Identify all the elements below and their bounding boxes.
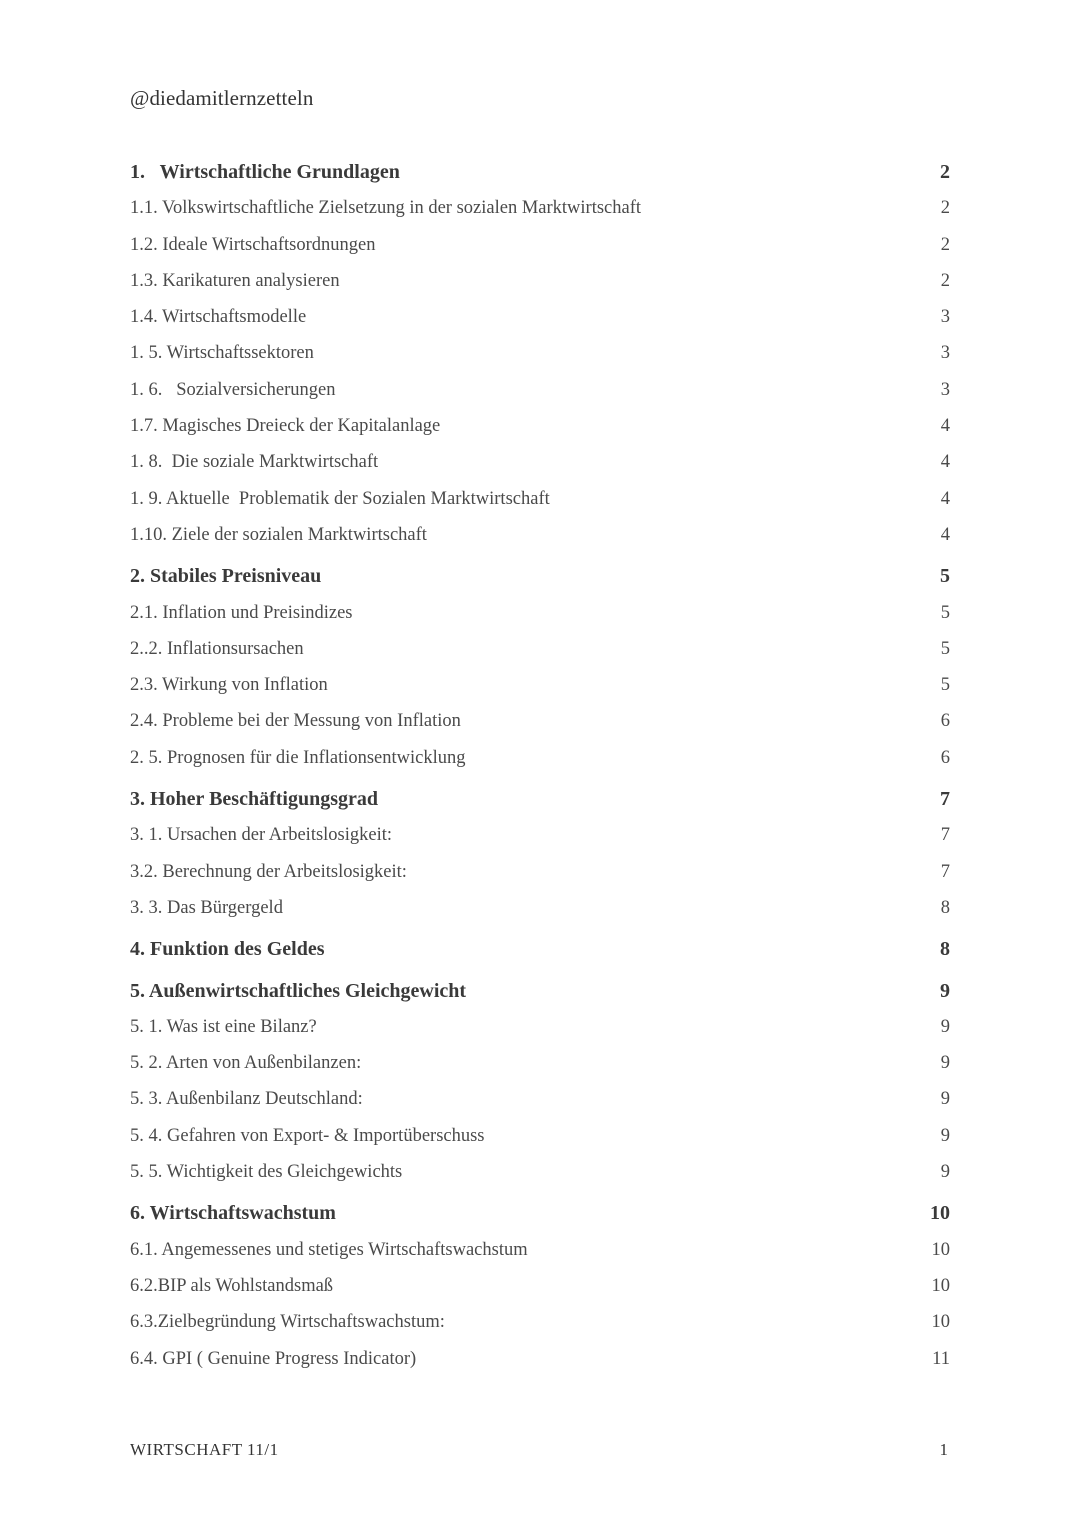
toc-entry-page: 2 — [940, 161, 950, 183]
toc-entry-page: 2 — [940, 198, 950, 219]
toc-entry-title: 2. Stabiles Preisniveau — [130, 565, 322, 588]
toc-entry-page: 5 — [940, 638, 950, 659]
toc-entry-page: 7 — [940, 861, 950, 882]
toc-entry-title: 1.4. Wirtschaftsmodelle — [130, 307, 307, 328]
toc-entry-title: 5. 4. Gefahren von Export- & Importüberschuss — [130, 1125, 485, 1146]
toc-section-entry[interactable] — [130, 740, 950, 776]
toc-chapter-entry[interactable] — [130, 154, 950, 190]
toc-section-entry[interactable] — [130, 1304, 950, 1340]
toc-entry-page: 9 — [940, 979, 950, 1002]
toc-entry-page: 4 — [940, 452, 950, 473]
toc-entry-title: 5. Außenwirtschaftliches Gleichgewicht — [130, 979, 467, 1002]
toc-section-entry[interactable] — [130, 1232, 950, 1268]
toc-section-entry[interactable] — [130, 227, 950, 263]
toc-entry-page: 2 — [940, 270, 950, 291]
toc-entry-page: 4 — [940, 488, 950, 509]
toc-entry-page: 10 — [931, 1239, 950, 1260]
toc-entry-title: 1.2. Ideale Wirtschaftsordnungen — [130, 234, 376, 255]
toc-entry-title: 5. 1. Was ist eine Bilanz? — [130, 1016, 317, 1037]
toc-section-entry[interactable] — [130, 854, 950, 890]
toc-entry-title: 6. Wirtschaftswachstum — [130, 1202, 336, 1225]
toc-entry-title: 2.3. Wirkung von Inflation — [130, 675, 328, 696]
table-of-contents — [130, 154, 950, 1377]
toc-section-entry[interactable] — [130, 408, 950, 444]
toc-entry-title: 6.3.Zielbegründung Wirtschaftswachstum: — [130, 1312, 445, 1333]
toc-section-entry[interactable] — [130, 890, 950, 926]
toc-entry-page: 3 — [940, 343, 950, 364]
toc-entry-page: 8 — [940, 897, 950, 918]
toc-section-entry[interactable] — [130, 1081, 950, 1117]
toc-entry-title: 3. 3. Das Bürgergeld — [130, 897, 283, 918]
toc-entry-page: 9 — [940, 1053, 950, 1074]
toc-chapter-entry[interactable] — [130, 931, 950, 967]
toc-section-entry[interactable] — [130, 703, 950, 739]
toc-entry-page: 7 — [940, 788, 950, 811]
toc-entry-page: 2 — [940, 234, 950, 255]
toc-entry-page: 9 — [940, 1162, 950, 1183]
toc-section-entry[interactable] — [130, 263, 950, 299]
toc-entry-title: 4. Funktion des Geldes — [130, 938, 325, 961]
toc-section-entry[interactable] — [130, 1154, 950, 1190]
toc-section-entry[interactable] — [130, 1268, 950, 1304]
toc-section-entry[interactable] — [130, 1009, 950, 1045]
toc-section-entry[interactable] — [130, 631, 950, 667]
toc-entry-page: 10 — [931, 1312, 950, 1333]
toc-entry-title: 3.2. Berechnung der Arbeitslosigkeit: — [130, 861, 407, 882]
toc-entry-page: 5 — [940, 602, 950, 623]
toc-section-entry[interactable] — [130, 481, 950, 517]
toc-section-entry[interactable] — [130, 190, 950, 226]
toc-entry-title: 2.1. Inflation und Preisindizes — [130, 602, 353, 623]
toc-entry-title: 1. 8. Die soziale Marktwirtschaft — [130, 452, 379, 473]
toc-entry-page: 9 — [940, 1125, 950, 1146]
toc-entry-title: 3. 1. Ursachen der Arbeitslosigkeit: — [130, 825, 393, 846]
toc-entry-page: 9 — [940, 1089, 950, 1110]
toc-entry-page: 3 — [940, 379, 950, 400]
toc-entry-title: 6.4. GPI ( Genuine Progress Indicator) — [130, 1348, 417, 1369]
toc-entry-page: 3 — [940, 307, 950, 328]
toc-chapter-entry[interactable] — [130, 781, 950, 817]
toc-entry-title: 1.10. Ziele der sozialen Marktwirtschaft — [130, 524, 427, 545]
toc-entry-page: 5 — [940, 675, 950, 696]
toc-entry-page: 6 — [940, 711, 950, 732]
toc-chapter-entry[interactable] — [130, 558, 950, 594]
toc-entry-title: 3. Hoher Beschäftigungsgrad — [130, 788, 378, 811]
toc-section-entry[interactable] — [130, 1045, 950, 1081]
toc-entry-page: 8 — [940, 938, 950, 961]
toc-entry-page: 4 — [940, 524, 950, 545]
toc-entry-page: 7 — [940, 825, 950, 846]
toc-entry-page: 10 — [930, 1202, 950, 1225]
toc-entry-page: 5 — [940, 565, 950, 588]
toc-entry-title: 2. 5. Prognosen für die Inflationsentwicklung — [130, 747, 466, 768]
toc-entry-title: 1. 5. Wirtschaftssektoren — [130, 343, 314, 364]
toc-entry-title: 1. Wirtschaftliche Grundlagen — [130, 161, 400, 183]
toc-entry-page: 11 — [932, 1348, 950, 1369]
toc-entry-title: 1. 6. Sozialversicherungen — [130, 379, 336, 400]
toc-entry-title: 1.1. Volkswirtschaftliche Zielsetzung in der sozialen Marktwirtschaft — [130, 198, 642, 219]
toc-entry-title: 5. 5. Wichtigkeit des Gleichgewichts — [130, 1162, 403, 1183]
toc-entry-title: 1. 9. Aktuelle Problematik der Sozialen Marktwirtschaft — [130, 488, 550, 509]
footer-page-number: 1 — [939, 1440, 948, 1459]
toc-entry-page: 9 — [940, 1016, 950, 1037]
toc-entry-title: 5. 2. Arten von Außenbilanzen: — [130, 1053, 362, 1074]
toc-section-entry[interactable] — [130, 517, 950, 553]
toc-section-entry[interactable] — [130, 667, 950, 703]
toc-entry-title: 5. 3. Außenbilanz Deutschland: — [130, 1089, 363, 1110]
toc-entry-title: 6.1. Angemessenes und stetiges Wirtschaftswachstum — [130, 1239, 528, 1260]
toc-entry-page: 4 — [940, 416, 950, 437]
footer-title: WIRTSCHAFT 11/1 — [130, 1440, 279, 1459]
author-handle: @diedamitlernzetteln — [130, 86, 314, 110]
toc-section-entry[interactable] — [130, 1118, 950, 1154]
toc-entry-page: 6 — [940, 747, 950, 768]
toc-entry-title: 6.2.BIP als Wohlstandsmaß — [130, 1275, 334, 1296]
toc-chapter-entry[interactable] — [130, 973, 950, 1009]
toc-section-entry[interactable] — [130, 817, 950, 853]
toc-section-entry[interactable] — [130, 299, 950, 335]
toc-section-entry[interactable] — [130, 595, 950, 631]
toc-section-entry[interactable] — [130, 444, 950, 480]
toc-chapter-entry[interactable] — [130, 1195, 950, 1231]
toc-entry-title: 1.3. Karikaturen analysieren — [130, 270, 340, 291]
toc-section-entry[interactable] — [130, 372, 950, 408]
toc-section-entry[interactable] — [130, 1341, 950, 1377]
toc-entry-page: 10 — [931, 1275, 950, 1296]
toc-entry-title: 1.7. Magisches Dreieck der Kapitalanlage — [130, 416, 441, 437]
toc-section-entry[interactable] — [130, 335, 950, 371]
toc-entry-title: 2..2. Inflationsursachen — [130, 638, 304, 659]
toc-entry-title: 2.4. Probleme bei der Messung von Inflation — [130, 711, 461, 732]
